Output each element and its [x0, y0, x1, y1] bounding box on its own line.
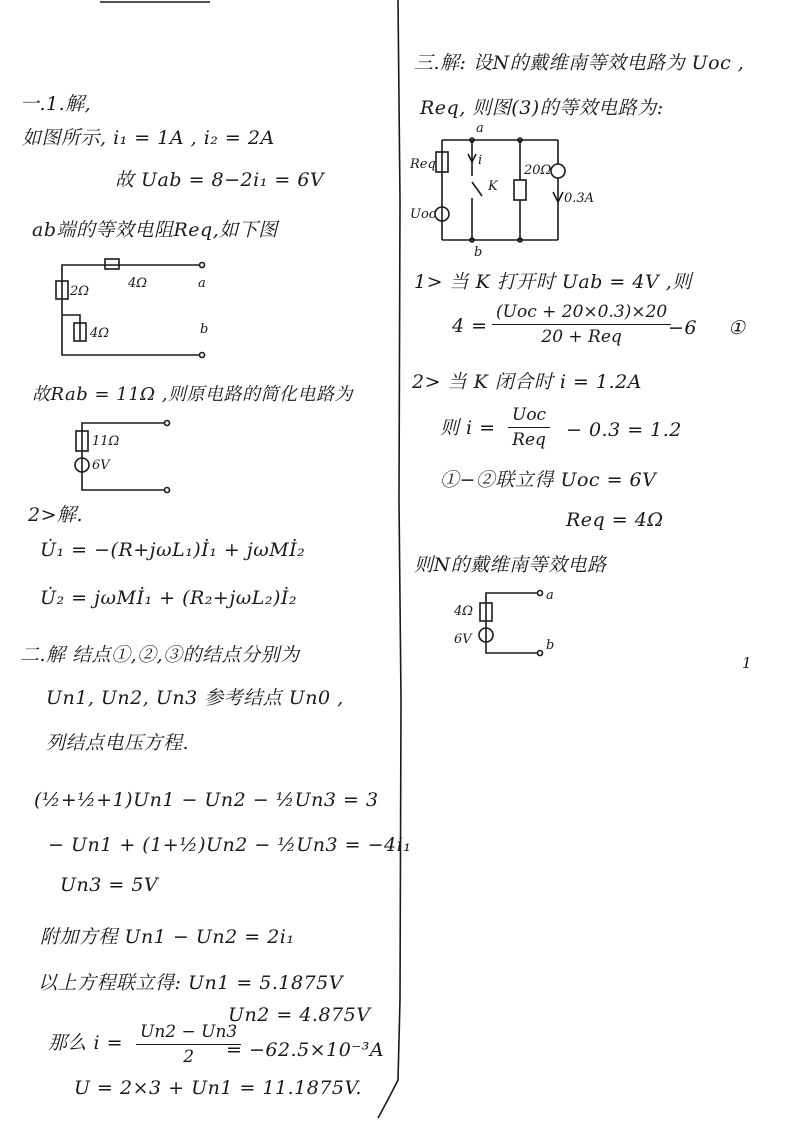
q4-eq1-lhs: 4 = — [452, 315, 488, 337]
q3-i-numerator: Un2 − Un3 — [136, 1022, 241, 1045]
node-a: a — [198, 276, 206, 291]
q3-line8: U = 2×3 + Un1 = 11.1875V. — [74, 1077, 362, 1099]
q4-eq1-denominator: 20 + Req — [541, 327, 622, 347]
q3-line3: 列结点电压方程. — [46, 732, 190, 754]
node-b: b — [200, 322, 209, 337]
q4-line7: 则N的戴维南等效电路 — [414, 554, 607, 576]
q2-heading: 2>解. — [28, 504, 84, 526]
q4-line3: 1> 当 K 打开时 Uab = 4V ,则 — [414, 271, 692, 293]
q4-eq2-lhs: 则 i = — [440, 417, 496, 439]
circuit-figure-3 — [410, 121, 595, 262]
current-source — [551, 164, 565, 178]
q4-eq2-fraction — [508, 405, 550, 450]
q3-i-prefix: 那么 i = — [48, 1032, 124, 1054]
q4-eq1-rhs: −6 — [668, 317, 698, 339]
q4-eq1-numerator: (Uoc + 20×0.3)×20 — [492, 302, 671, 325]
label-6v: 6V — [92, 458, 110, 473]
resistor-4ohm-top — [105, 259, 119, 269]
q1-line1: 如图所示, i₁ = 1A , i₂ = 2A — [22, 127, 275, 149]
label-2ohm: 2Ω — [70, 284, 90, 299]
label-4ohm: 4Ω — [454, 604, 474, 619]
q3-line4: 附加方程 Un1 − Un2 = 2i₁ — [40, 926, 295, 948]
q4-eq1-tag: ① — [728, 317, 746, 339]
label-req: Req — [410, 157, 436, 172]
node-b: b — [474, 245, 483, 260]
q3-line1: 二.解 结点①,②,③的结点分别为 — [20, 644, 300, 666]
q4-eq2-numerator: Uoc — [508, 405, 550, 428]
q1-heading: 一.1.解, — [20, 93, 92, 115]
circuit-equivalent-resistance — [50, 255, 230, 365]
q1-line3: ab端的等效电阻Req,如下图 — [32, 219, 278, 241]
q1-line4: 故Rab = 11Ω ,则原电路的简化电路为 — [32, 384, 354, 405]
q4-eq2-denominator: Req — [512, 430, 546, 450]
q4-line4: 2> 当 K 闭合时 i = 1.2A — [412, 371, 642, 393]
node-b: b — [546, 638, 555, 653]
node-a: a — [476, 121, 484, 136]
q3-eq2: − Un1 + (1+½)Un2 − ½Un3 = −4i₁ — [48, 834, 412, 856]
q3-eq1: (½+½+1)Un1 − Un2 − ½Un3 = 3 — [34, 789, 379, 811]
label-11ohm: 11Ω — [92, 434, 120, 449]
label-k: K — [488, 179, 498, 194]
q2-eq1: U̇₁ = −(R+jωL₁)İ₁ + jωMİ₂ — [40, 539, 306, 561]
q3-line5: 以上方程联立得: Un1 = 5.1875V — [38, 972, 343, 994]
circuit-thevenin-n — [450, 585, 560, 665]
q4-line2: Req, 则图(3)的等效电路为: — [420, 97, 664, 119]
q4-line5: ①−②联立得 Uoc = 6V — [440, 469, 657, 491]
node-a: a — [546, 588, 554, 603]
label-i: i — [478, 153, 483, 168]
label-4ohm-bottom: 4Ω — [90, 326, 110, 341]
q3-line2: Un1, Un2, Un3 参考结点 Un0 , — [46, 687, 344, 709]
q4-eq1-fraction — [492, 302, 671, 347]
q2-eq2: U̇₂ = jωMİ₁ + (R₂+jωL₂)İ₂ — [40, 587, 297, 609]
label-0.3a: 0.3A — [564, 191, 595, 206]
q3-i-denominator: 2 — [183, 1047, 195, 1067]
circuit-simplified — [70, 415, 180, 500]
label-6v: 6V — [454, 632, 472, 647]
q4-line6: Req = 4Ω — [566, 509, 664, 531]
q3-line6: Un2 = 4.875V — [228, 1004, 371, 1026]
q3-eq3: Un3 = 5V — [60, 874, 159, 896]
page-number: 1 — [742, 654, 753, 672]
resistor-20ohm — [514, 180, 526, 200]
switch-k — [472, 182, 482, 196]
q4-eq2-rhs: − 0.3 = 1.2 — [566, 419, 682, 441]
label-uoc: Uoc — [410, 207, 437, 222]
label-20ohm: 20Ω — [524, 163, 552, 178]
q4-line1: 三.解: 设N的戴维南等效电路为 Uoc , — [414, 52, 745, 74]
q3-i-result: = −62.5×10⁻³A — [226, 1039, 385, 1061]
q1-line2: 故 Uab = 8−2i₁ = 6V — [115, 169, 325, 191]
label-4ohm-top: 4Ω — [128, 276, 148, 291]
